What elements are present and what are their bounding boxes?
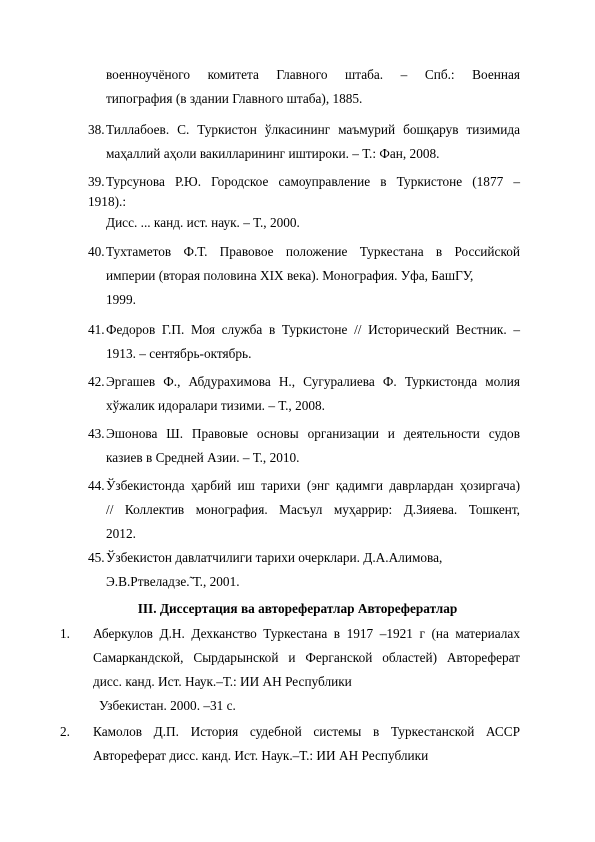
reference-line: Федоров Г.П. Моя служба в Туркистоне // Исторический Вестник. – [106, 322, 520, 337]
reference-entry [88, 63, 520, 111]
reference-line: Автореферат дисс. канд. Ист. Наук.–Т.: ИИ АН Республики [93, 748, 429, 763]
reference-entry [88, 474, 520, 546]
reference-entry [60, 622, 520, 718]
reference-line: 2012. [106, 526, 136, 541]
reference-entry [60, 720, 520, 768]
reference-number: 43. [88, 426, 105, 441]
reference-line: Э.В.Ртвеладзе.̃ Т., 2001. [106, 574, 240, 589]
reference-line: Ўзбекистонда ҳарбий иш тарихи (энг қадимги даврлардан ҳозиргача) [106, 478, 520, 493]
reference-line: хўжалик идоралари тизими. – Т., 2008. [106, 398, 325, 413]
reference-line: // Коллектив монография. Масъул муҳаррир: Д.Зияева. Тошкент, [106, 502, 520, 517]
reference-line: Тиллабоев. С. Туркистон ўлкасининг маъмурий бошқарув тизимида [106, 122, 520, 137]
reference-number: 39. [88, 174, 105, 189]
reference-line: 1913. – сентябрь-октябрь. [106, 346, 252, 361]
reference-number: 45. [88, 550, 105, 565]
reference-line: Дисс. ... канд. ист. наук. – Т., 2000. [106, 215, 300, 230]
reference-line: казиев в Средней Азии. – Т., 2010. [106, 450, 300, 465]
reference-line: Самаркандской, Сырдарынской и Ферганской областей) Автореферат [93, 650, 520, 665]
reference-line: Узбекистан. 2000. –31 с. [99, 698, 236, 713]
reference-line: Тухтаметов Ф.Т. Правовое положение Туркестана в Российской [106, 244, 520, 259]
reference-entry [88, 546, 520, 594]
reference-number: 42. [88, 374, 105, 389]
reference-entry [88, 318, 520, 366]
reference-number: 2. [60, 724, 70, 739]
reference-entry [88, 370, 520, 418]
reference-line: Эшонова Ш. Правовые основы организации и деятельности судов [106, 426, 520, 441]
reference-number: 40. [88, 244, 105, 259]
reference-line: военноучёного комитета Главного штаба. – Спб.: Военная [106, 67, 520, 82]
reference-entry [88, 422, 520, 470]
section-heading: III. Диссертация ва авторефератлар Авторефератлар [137, 601, 458, 616]
reference-number: 38. [88, 122, 105, 137]
reference-line: Камолов Д.П. История судебной системы в Туркестанской АССР [93, 724, 520, 739]
reference-line: Аберкулов Д.Н. Дехканство Туркестана в 1917 –1921 г (на материалах [93, 626, 520, 641]
reference-line: маҳаллий аҳоли вакилларининг иштироки. – Т.: Фан, 2008. [106, 146, 440, 161]
reference-number: 44. [88, 478, 105, 493]
reference-line: 1999. [106, 292, 136, 307]
reference-line: дисс. канд. Ист. Наук.–Т.: ИИ АН Республики [93, 674, 352, 689]
reference-entry [88, 118, 520, 166]
reference-line: Турсунова Р.Ю. Городское самоуправление в Туркистоне (1877 – [106, 174, 520, 189]
reference-entry [88, 170, 520, 236]
reference-line: Эргашев Ф., Абдурахимова Н., Сугуралиева Ф. Туркистонда молия [106, 374, 520, 389]
reference-line: Ўзбекистон давлатчилиги тарихи очерклари. Д.А.Алимова, [106, 550, 443, 565]
reference-number: 1. [60, 626, 70, 641]
reference-entry [88, 240, 520, 312]
reference-line: империи (вторая половина XIX века). Монография. Уфа, БашГУ, [106, 268, 474, 283]
reference-line: 1918).: [88, 194, 127, 209]
reference-number: 41. [88, 322, 105, 337]
reference-line: типография (в здании Главного штаба), 1885. [106, 91, 363, 106]
